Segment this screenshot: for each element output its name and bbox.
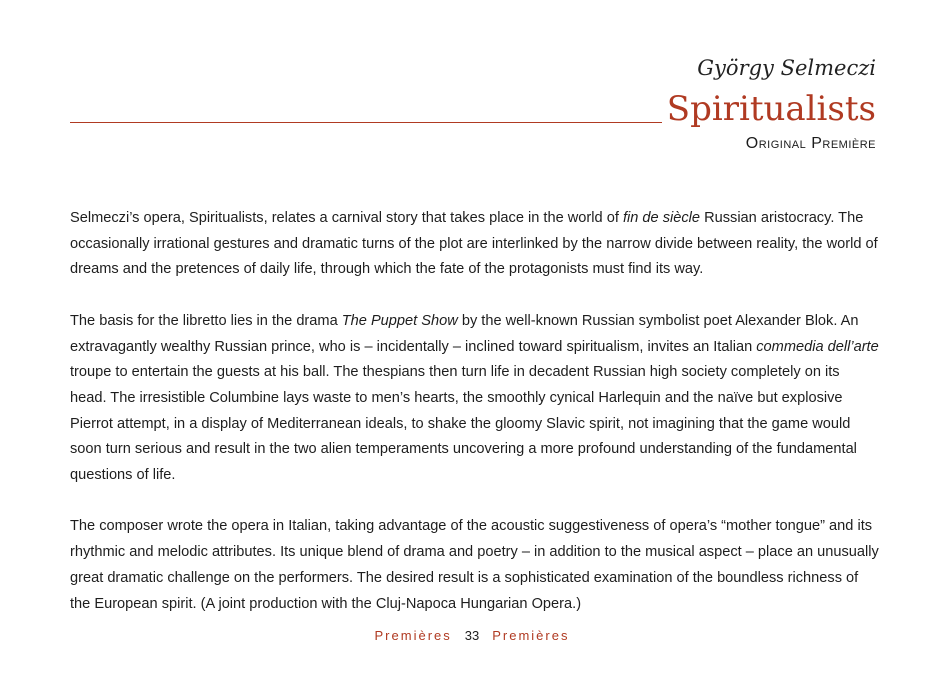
p1-italic-fin-de-siecle: fin de siècle [622, 210, 701, 226]
page-number: 33 [464, 628, 480, 643]
p1-text-a: Selmeczi’s opera, Spiritualists, relates a carnival story that takes place in the world of [70, 210, 623, 226]
paragraph-3: The composer wrote the opera in Italian, taking advantage of the acoustic suggestiveness of opera’s “mother tongue” and its rhythmic and melodic attributes. Its unique blend of drama and poetry – in addition to the musical aspect – place an unusually great dramatic challenge on the performers. The desired result is a sophisticated examination of the boundless richness of the European spirit. (A joint production with the Cluj-Napoca Hungarian Opera.) [70, 518, 879, 612]
p2-italic-commedia: commedia dell’arte [756, 338, 879, 355]
p2-italic-puppet-show: The Puppet Show [341, 312, 458, 329]
p1-text-b: Russian aristocracy. The occasionally irrational gestures and dramatic turns of the plot are interlinked by the narrow divide between reality, the world of dreams and the pretences of daily life, through which the fate of the protagonists must find its way. [70, 210, 878, 278]
paragraph-1 [70, 206, 880, 283]
article-body [70, 206, 880, 617]
footer-section-right: Premières [492, 628, 570, 643]
subtitle: Original Première [745, 135, 876, 152]
title-rule [70, 122, 662, 123]
author-name: György Selmeczi [697, 56, 876, 80]
p2-text-c: troupe to entertain the guests at his ball. The thespians then turn life in decadent Russian high society completely on its head. The irresistible Columbine lays waste to men’s hearts, the smoothly cynical Harlequin and the naïve but explosive Pierrot attempt, in a display of Mediterranean ideals, to shake the gloomy Slavic spirit, not imagining that the game would soon turn serious and result in the two alien temperaments uncovering a more profound understanding of the fundamental questions of life. [70, 364, 857, 484]
paragraph-2 [70, 309, 880, 489]
footer-section-left: Premières [374, 628, 452, 643]
page-title: Spiritualists [666, 89, 876, 129]
page-footer [0, 628, 944, 643]
p2-text-a: The basis for the libretto lies in the drama [70, 312, 342, 329]
p2-text-b: by the well-known Russian symbolist poet Alexander Blok. An extravagantly wealthy Russian prince, who is – incidentally – inclined toward spiritualism, invites an Italian [70, 312, 859, 355]
